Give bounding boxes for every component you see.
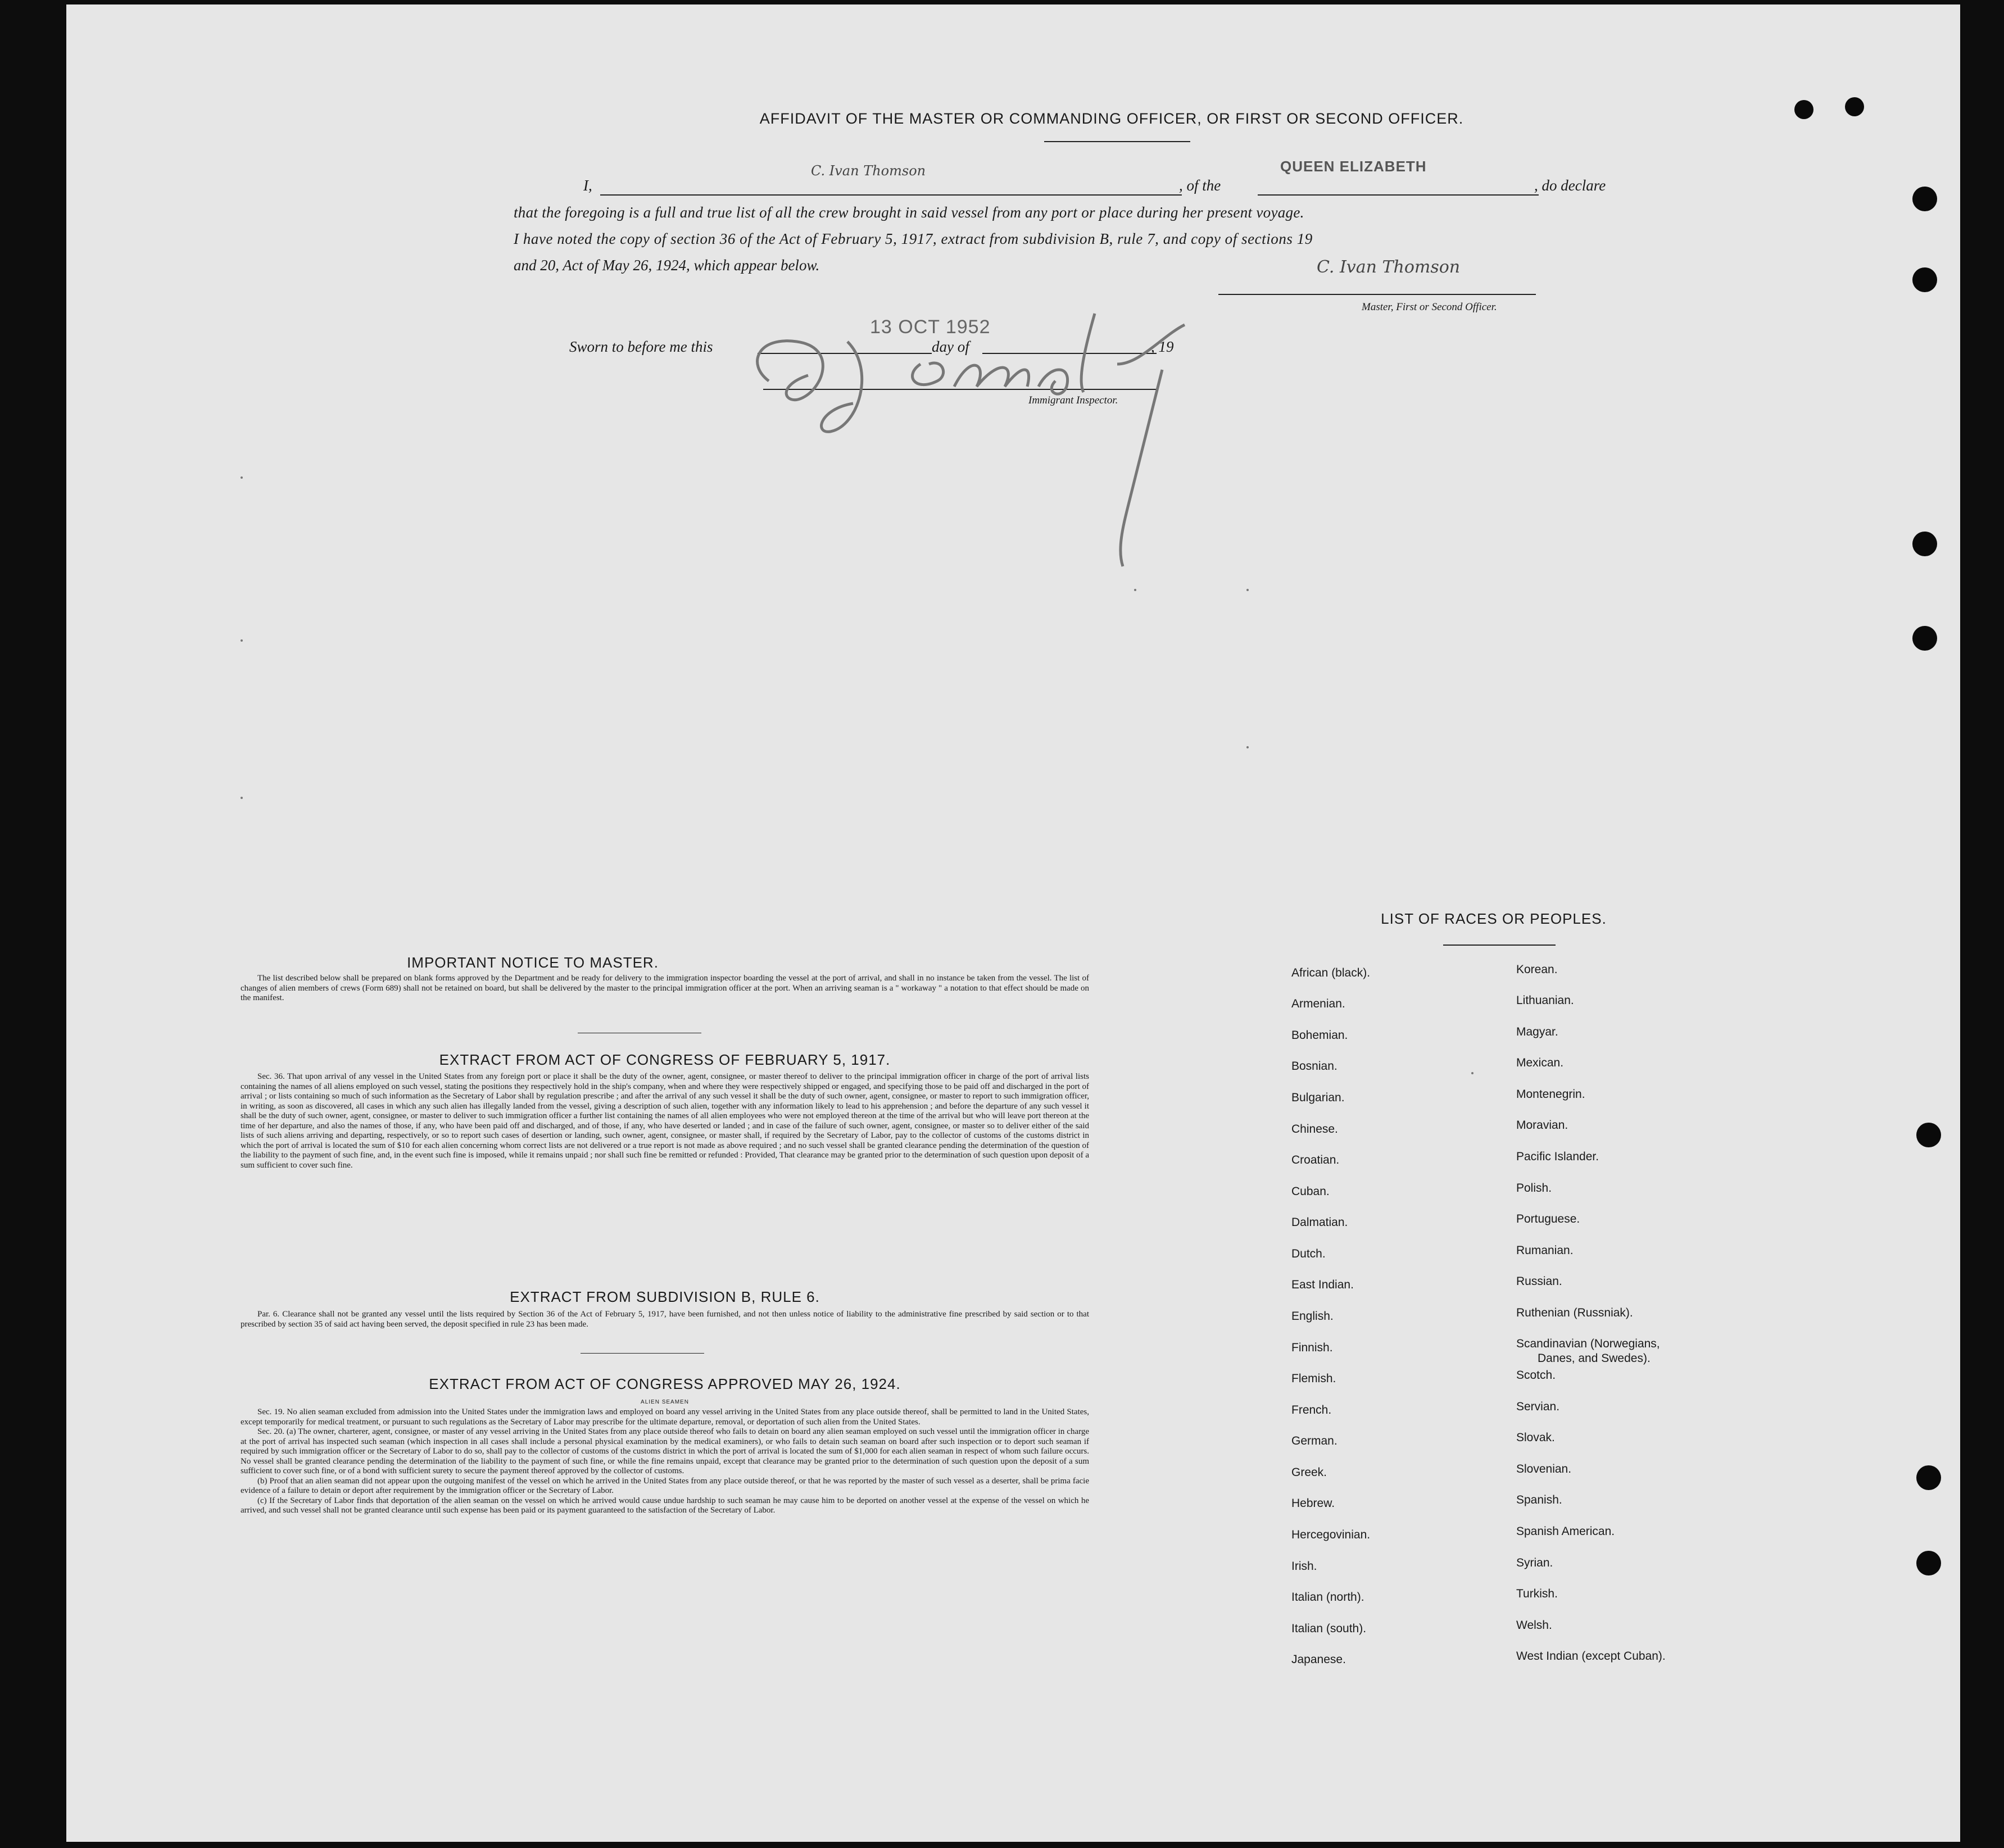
race-item: Bulgarian. — [1291, 1091, 1345, 1104]
race-item: Turkish. — [1516, 1587, 1558, 1600]
race-item: Bohemian. — [1291, 1029, 1348, 1042]
race-item: Spanish. — [1516, 1493, 1562, 1506]
race-item: Portuguese. — [1516, 1213, 1580, 1225]
extract-rule6-text: Par. 6. Clearance shall not be granted any vessel until the lists required by Section 36 of the Act of February 5, 1917, have been furnished, and not then unless notice of liability to the administrative fine prescribed by said section or to that prescribed by section 35 of said act having been served, the deposit specified in rule 23 has been made. — [241, 1310, 1089, 1329]
extract-1924-sec20a: Sec. 20. (a) The owner, charterer, agent, consignee, or master of any vessel arriving in the United States from any place outside thereof who fails to detain on board any alien seaman employed on such vessel until the immigration officer in charge at the port of arrival has inspected such seaman (which inspection in all cases shall include a personal physical examination by the medical examiners), or who fails to detain such seaman on board after such inspection or to deport such seaman if required by such immigration officer or the Secretary of Labor to do so, shall pay to the collector of customs of the customs district in which the port of arrival is located the sum of $1,000 for each alien seaman in respect of whom such failure occurs. No vessel shall be granted clearance pending the determination of the liability to the payment of such fine, or while the fine remains unpaid, except that clearance may be granted prior to the determination of such question upon the deposit of a sum sufficient to cover such fine, or of a bond with sufficient surety to secure the payment thereof approved by the collector of customs. — [241, 1427, 1089, 1475]
affidavit-line-3: I have noted the copy of section 36 of the Act of February 5, 1917, extract from subdivision B, rule 7, and copy of sections 19 — [514, 230, 1313, 247]
race-item: East Indian. — [1291, 1278, 1354, 1291]
affidavit-title: AFFIDAVIT OF THE MASTER OR COMMANDING OFFICER, OR FIRST OR SECOND OFFICER. — [759, 110, 1464, 127]
race-item: Moravian. — [1516, 1119, 1568, 1132]
document-page — [66, 4, 1960, 1842]
master-name-handwritten: C. Ivan Thomson — [811, 163, 926, 179]
race-item: Dutch. — [1291, 1247, 1326, 1260]
stray-mark — [1246, 746, 1249, 748]
punch-hole — [1912, 267, 1937, 292]
punch-hole — [1794, 100, 1813, 119]
notice-title: IMPORTANT NOTICE TO MASTER. — [407, 954, 659, 971]
extract-1917-text: Sec. 36. That upon arrival of any vessel in the United States from any foreign port or place it shall be the duty of the owner, agent, consignee, or master thereof to deliver to the principal immigration officer in charge of the port of arrival lists containing the names of all aliens employed on such vessel, stating the positions they respectively hold in the ship's company, when and where they were respectively shipped or engaged, and specifying those to be paid off and discharged in the port of arrival ; or lists containing so much of such information as the Secretary of Labor shall by regulation prescribe ; and after the arrival of any such vessel it shall be the duty of such owner, agent, consignee, or master to report to such immigration officer, in writing, as soon as discovered, all cases in which any such alien has illegally landed from the vessel, giving a description of such alien, together with any information likely to lead to his apprehension ; and before the departure of any such vessel it shall be the duty of such owner, agent, consignee, or master to deliver to such immigration officer a further list containing the names of all alien employees who were not employed thereon at the time of the arrival but who will leave port thereon at the time of her departure, and also the names of those, if any, who have been paid off and discharged, and of those, if any, who have deserted or landed ; and in case of the failure of such owner, agent, consignee, or master so to deliver either of the said lists of such aliens arriving and departing, respectively, or so to report such cases of desertion or landing, such owner, agent, consignee, or master shall, if required by the Secretary of Labor, pay to the collector of customs of the customs district in which the port of arrival is located the sum of $10 for each alien concerning whom correct lists are not delivered or a true report is not made as above required ; and no such vessel shall be granted clearance pending the determination of the question of the liability to the payment of such fine, and, in the event such fine is imposed, while it remains unpaid ; nor shall such fine be remitted or refunded : Provided, That clearance may be granted prior to the determination of such question upon deposit of a sum sufficient to cover such fine. — [241, 1072, 1089, 1170]
race-item: Irish. — [1291, 1560, 1317, 1573]
race-item: Pacific Islander. — [1516, 1150, 1599, 1163]
punch-hole — [1845, 97, 1864, 116]
affidavit-i-label: I, — [583, 177, 592, 194]
extract-1924-text — [241, 1407, 1089, 1516]
affidavit-do-declare: , do declare — [1534, 177, 1606, 194]
race-item: Servian. — [1516, 1400, 1560, 1413]
race-item: Italian (south). — [1291, 1622, 1367, 1635]
race-item: Bosnian. — [1291, 1060, 1337, 1073]
race-item: Scandinavian (Norwegians, — [1516, 1337, 1660, 1350]
race-item: Finnish. — [1291, 1341, 1333, 1354]
punch-hole — [1912, 187, 1937, 211]
date-stamp: 13 OCT 1952 — [870, 316, 991, 338]
affidavit-line-2: that the foregoing is a full and true list of all the crew brought in said vessel from any port or place during her present voyage. — [514, 204, 1304, 221]
punch-hole — [1912, 532, 1937, 556]
extract-1924-sec19: Sec. 19. No alien seaman excluded from admission into the United States under the immigration laws and employed on board any vessel arriving in the United States from any place outside thereof, shall be permitted to land in the United States, except temporarily for medical treatment, or pursuant to such regulations as the Secretary of Labor may prescribe for the ultimate departure, removal, or deportation of such alien from the United States. — [241, 1407, 1089, 1427]
race-item: Croatian. — [1291, 1154, 1340, 1166]
race-item: Montenegrin. — [1516, 1088, 1585, 1101]
master-signature: C. Ivan Thomson — [1317, 257, 1461, 277]
race-item: Flemish. — [1291, 1372, 1336, 1385]
race-item: Russian. — [1516, 1275, 1562, 1288]
races-title: LIST OF RACES OR PEOPLES. — [1381, 910, 1607, 927]
punch-hole — [1912, 626, 1937, 651]
notice-text: The list described below shall be prepared on blank forms approved by the Department and be ready for delivery to the immigration inspector boarding the vessel at the port of arrival, and shall in no instance be taken from the vessel. The list of changes of alien members of crews (Form 689) shall not be retained on board, but shall be delivered by the master to the principal immigration officer at the port. When an arriving seaman is a " workaway " a notation to that effect should be made on the manifest. — [241, 974, 1089, 1002]
race-item: Hercegovinian. — [1291, 1528, 1371, 1541]
stray-mark — [1134, 589, 1136, 591]
punch-hole — [1916, 1551, 1941, 1575]
race-item: Slovenian. — [1516, 1463, 1572, 1475]
race-item: Rumanian. — [1516, 1244, 1574, 1257]
stray-mark — [1471, 1072, 1473, 1074]
race-item: Armenian. — [1291, 997, 1345, 1010]
sworn-label: Sworn to before me this — [569, 338, 713, 355]
race-item: Lithuanian. — [1516, 994, 1574, 1007]
extract-1924-sec20c: (c) If the Secretary of Labor finds that deportation of the alien seaman on the vessel on which he arrived would cause undue hardship to such seaman he may cause him to be deported on another vessel at the expense of the vessel on which he arrived, and such vessel shall not be granted clearance until such expense has been paid or its payment guaranteed to the satisfaction of the Secretary of Labor. — [241, 1496, 1089, 1515]
stray-mark — [1246, 589, 1249, 591]
affidavit-of-the: , of the — [1179, 177, 1221, 194]
punch-hole — [1916, 1123, 1941, 1147]
race-item: Greek. — [1291, 1466, 1327, 1479]
race-item: Hebrew. — [1291, 1497, 1335, 1510]
race-item: Scotch. — [1516, 1369, 1556, 1382]
stray-mark — [241, 639, 243, 642]
affidavit-line-4: and 20, Act of May 26, 1924, which appear below. — [514, 257, 820, 274]
inspector-signature — [735, 302, 1202, 572]
race-item: English. — [1291, 1310, 1334, 1323]
punch-hole — [1916, 1465, 1941, 1490]
race-item: Magyar. — [1516, 1025, 1558, 1038]
race-item: German. — [1291, 1434, 1337, 1447]
extract-1917-title: EXTRACT FROM ACT OF CONGRESS OF FEBRUARY 5, 1917. — [439, 1051, 891, 1068]
race-item: Japanese. — [1291, 1653, 1346, 1666]
race-item: Spanish American. — [1516, 1525, 1615, 1538]
race-item: Syrian. — [1516, 1556, 1553, 1569]
inspector-caption: Immigrant Inspector. — [1028, 394, 1118, 406]
stray-mark — [241, 797, 243, 799]
race-item: Mexican. — [1516, 1056, 1564, 1069]
extract-1924-sec20b: (b) Proof that an alien seaman did not appear upon the outgoing manifest of the vessel on which he arrived in the United States from any place outside thereof, or that he was reported by the master of such vessel as a deserter, shall be prima facie evidence of a failure to detain or deport after requirement by the immigration officer or the Secretary of Labor. — [241, 1476, 1089, 1495]
race-item: Italian (north). — [1291, 1591, 1364, 1604]
race-item: Slovak. — [1516, 1431, 1555, 1444]
race-item: Korean. — [1516, 963, 1558, 976]
day-of-label: day of — [932, 338, 969, 355]
stray-mark — [241, 476, 243, 479]
alien-seamen-subhead: ALIEN SEAMEN — [641, 1399, 689, 1405]
master-signature-caption: Master, First or Second Officer. — [1362, 301, 1497, 313]
race-item-continuation: Danes, and Swedes). — [1538, 1352, 1651, 1365]
race-item: Welsh. — [1516, 1619, 1552, 1632]
extract-rule6-title: EXTRACT FROM SUBDIVISION B, RULE 6. — [510, 1288, 820, 1305]
race-item: Ruthenian (Russniak). — [1516, 1306, 1633, 1319]
race-item: West Indian (except Cuban). — [1516, 1650, 1666, 1663]
race-item: Chinese. — [1291, 1123, 1338, 1136]
race-item: Dalmatian. — [1291, 1216, 1348, 1229]
extract-1924-title: EXTRACT FROM ACT OF CONGRESS APPROVED MAY 26, 1924. — [429, 1375, 901, 1392]
race-item: French. — [1291, 1404, 1332, 1416]
race-item: Polish. — [1516, 1182, 1552, 1195]
year-prefix: , 19 — [1151, 338, 1174, 355]
vessel-name-stamp: QUEEN ELIZABETH — [1280, 158, 1427, 175]
race-item: African (black). — [1291, 966, 1371, 979]
race-item: Cuban. — [1291, 1185, 1330, 1198]
